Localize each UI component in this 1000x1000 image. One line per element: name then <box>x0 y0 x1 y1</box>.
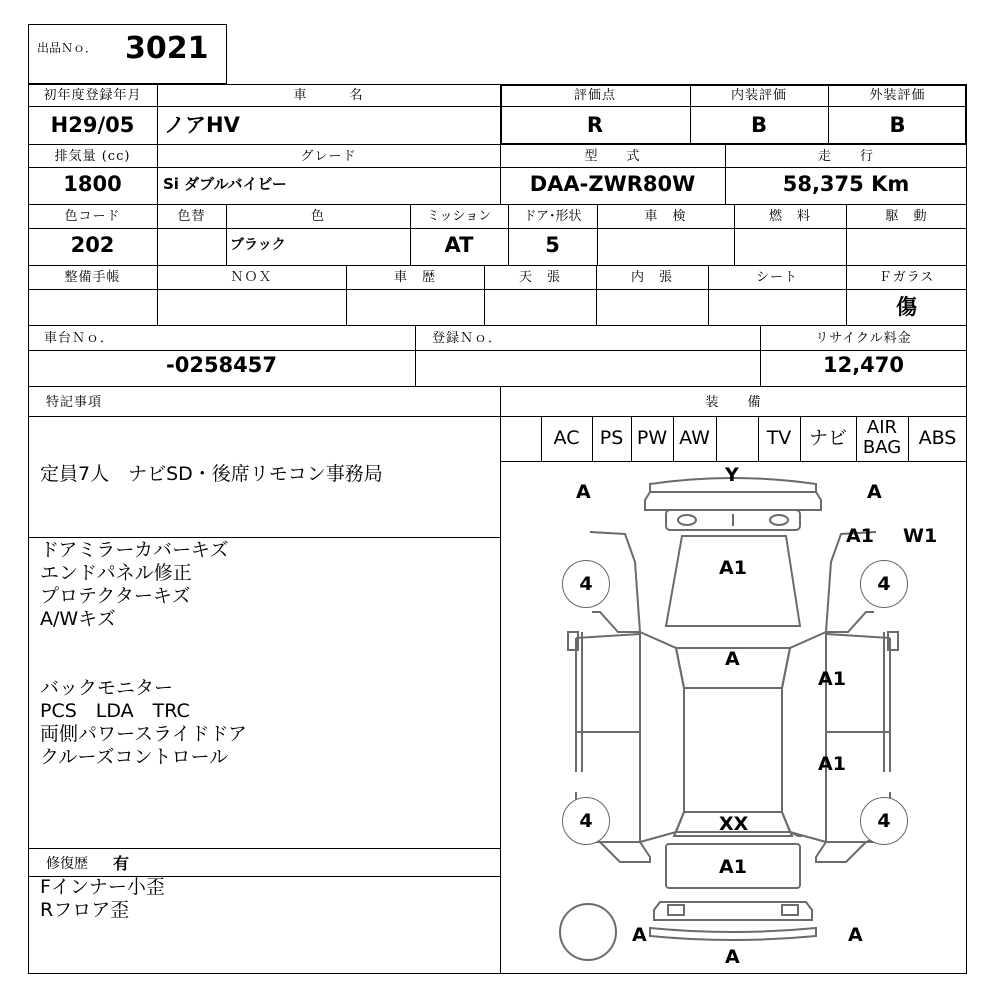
roof-label: 天 張 <box>518 270 561 285</box>
mark-right-top-2: W1 <box>903 525 938 547</box>
note-line <box>40 654 247 677</box>
cc-label: 排気量 (cc) <box>54 149 131 164</box>
seat-label: シート <box>755 270 798 285</box>
equipment-item-navi: ナビ <box>808 427 847 449</box>
mark-front: Y <box>725 464 739 486</box>
note-line: PCS LDA TRC <box>40 700 190 722</box>
mark-front-right: A <box>867 481 882 503</box>
recycle-label: リサイクル料金 <box>815 331 912 346</box>
equipment-item-aw: AW <box>679 427 710 449</box>
interior-lining-label: 内 張 <box>630 270 673 285</box>
note-line: ドアミラーカバーキズ <box>40 539 229 561</box>
note-line: エンドパネル修正 <box>40 562 192 584</box>
mission-label: ミッション <box>426 209 492 224</box>
color-code-label: 色コード <box>64 209 121 224</box>
mark-front-left: A <box>576 481 591 503</box>
lot-number: 3021 <box>125 31 209 66</box>
notes-list <box>40 539 247 769</box>
mileage-value: 58,375 Km <box>782 172 910 196</box>
nox-label: ＮＯＸ <box>230 270 273 285</box>
mark-rear: A <box>725 946 740 968</box>
equipment-item-ac: AC <box>553 427 580 449</box>
repair-line: Fインナー小歪 <box>40 876 165 898</box>
tire-rear-right: 4 <box>860 797 908 845</box>
model-label: 型 式 <box>584 149 641 164</box>
registration-label: 登録Ｎｏ． <box>432 331 503 346</box>
reg-label: 初年度登録年月 <box>43 88 142 103</box>
equipment-item-abs: ABS <box>918 427 957 449</box>
color-value: ブラック <box>230 237 286 253</box>
repair-value: 有 <box>113 854 130 873</box>
mark-right-door-front: A1 <box>818 668 846 690</box>
tire-rear-left: 4 <box>562 797 610 845</box>
door-label: ドア･形状 <box>523 209 582 224</box>
repair-label: 修復歴 <box>46 856 88 872</box>
fuel-label: 燃 料 <box>768 209 811 224</box>
mark-hood: A1 <box>719 557 747 579</box>
grade-value: Si ダブルバイビー <box>163 175 287 193</box>
tire-front-right: 4 <box>860 560 908 608</box>
exterior-score-value: B <box>889 113 906 137</box>
notes-label: 特記事項 <box>46 395 103 410</box>
equipment-item-tv: TV <box>766 427 792 449</box>
door-value: 5 <box>545 233 560 257</box>
fglass-label: Ｆガラス <box>878 270 935 285</box>
mark-right-top: A1 <box>846 525 874 547</box>
lot-box <box>28 24 227 84</box>
note-line <box>40 631 247 654</box>
equipment-item-airbag: AIR BAG <box>862 417 902 458</box>
reg-value: H29/05 <box>50 113 135 137</box>
recolor-label: 色替 <box>177 209 206 224</box>
equipment-item-ps: PS <box>599 427 624 449</box>
notes-top: 定員7人 ナビSD・後席リモコン事務局 <box>40 463 383 485</box>
tire-front-left: 4 <box>562 560 610 608</box>
mark-rear-left: A <box>632 924 647 946</box>
mark-tail: A1 <box>719 856 747 878</box>
exterior-score-label: 外装評価 <box>869 88 926 103</box>
mark-windshield: A <box>725 648 740 670</box>
lot-label: 出品Ｎｏ． <box>37 41 98 55</box>
score-label: 評価点 <box>573 88 616 103</box>
name-label: 車 名 <box>293 88 364 103</box>
score-value: R <box>586 113 604 137</box>
color-code-value: 202 <box>70 233 115 257</box>
mission-value: AT <box>444 233 474 257</box>
model-value: DAA-ZWR80W <box>529 172 696 196</box>
note-line: バックモニター <box>40 677 174 699</box>
chassis-value: -0258457 <box>166 353 277 377</box>
equipment-label: 装 備 <box>705 395 762 410</box>
note-line: 両側パワースライドドア <box>40 723 247 745</box>
mark-rear-glass: XX <box>719 813 749 835</box>
mark-right-door-rear: A1 <box>818 753 846 775</box>
maintenance-label: 整備手帳 <box>64 270 121 285</box>
interior-score-value: B <box>750 113 767 137</box>
drive-label: 駆 動 <box>885 209 928 224</box>
interior-score-label: 内装評価 <box>730 88 787 103</box>
history-label: 車 歴 <box>393 270 436 285</box>
repair-line: Rフロア歪 <box>40 899 130 921</box>
fglass-value: 傷 <box>896 295 917 319</box>
recycle-value: 12,470 <box>822 353 905 377</box>
note-line: A/Wキズ <box>40 608 116 630</box>
equipment-item-pw: PW <box>636 427 668 449</box>
grade-label: グレード <box>300 149 357 164</box>
note-line: プロテクターキズ <box>40 585 191 607</box>
mileage-label: 走 行 <box>817 149 874 164</box>
inspection-label: 車 検 <box>644 209 687 224</box>
note-line: クルーズコントロール <box>40 746 229 768</box>
mark-rear-right: A <box>848 924 863 946</box>
color-label: 色 <box>310 209 325 224</box>
name-value: ノアHV <box>164 113 240 137</box>
chassis-label: 車台Ｎｏ． <box>44 331 115 346</box>
cc-value: 1800 <box>63 172 122 196</box>
car-diagram <box>500 462 967 974</box>
